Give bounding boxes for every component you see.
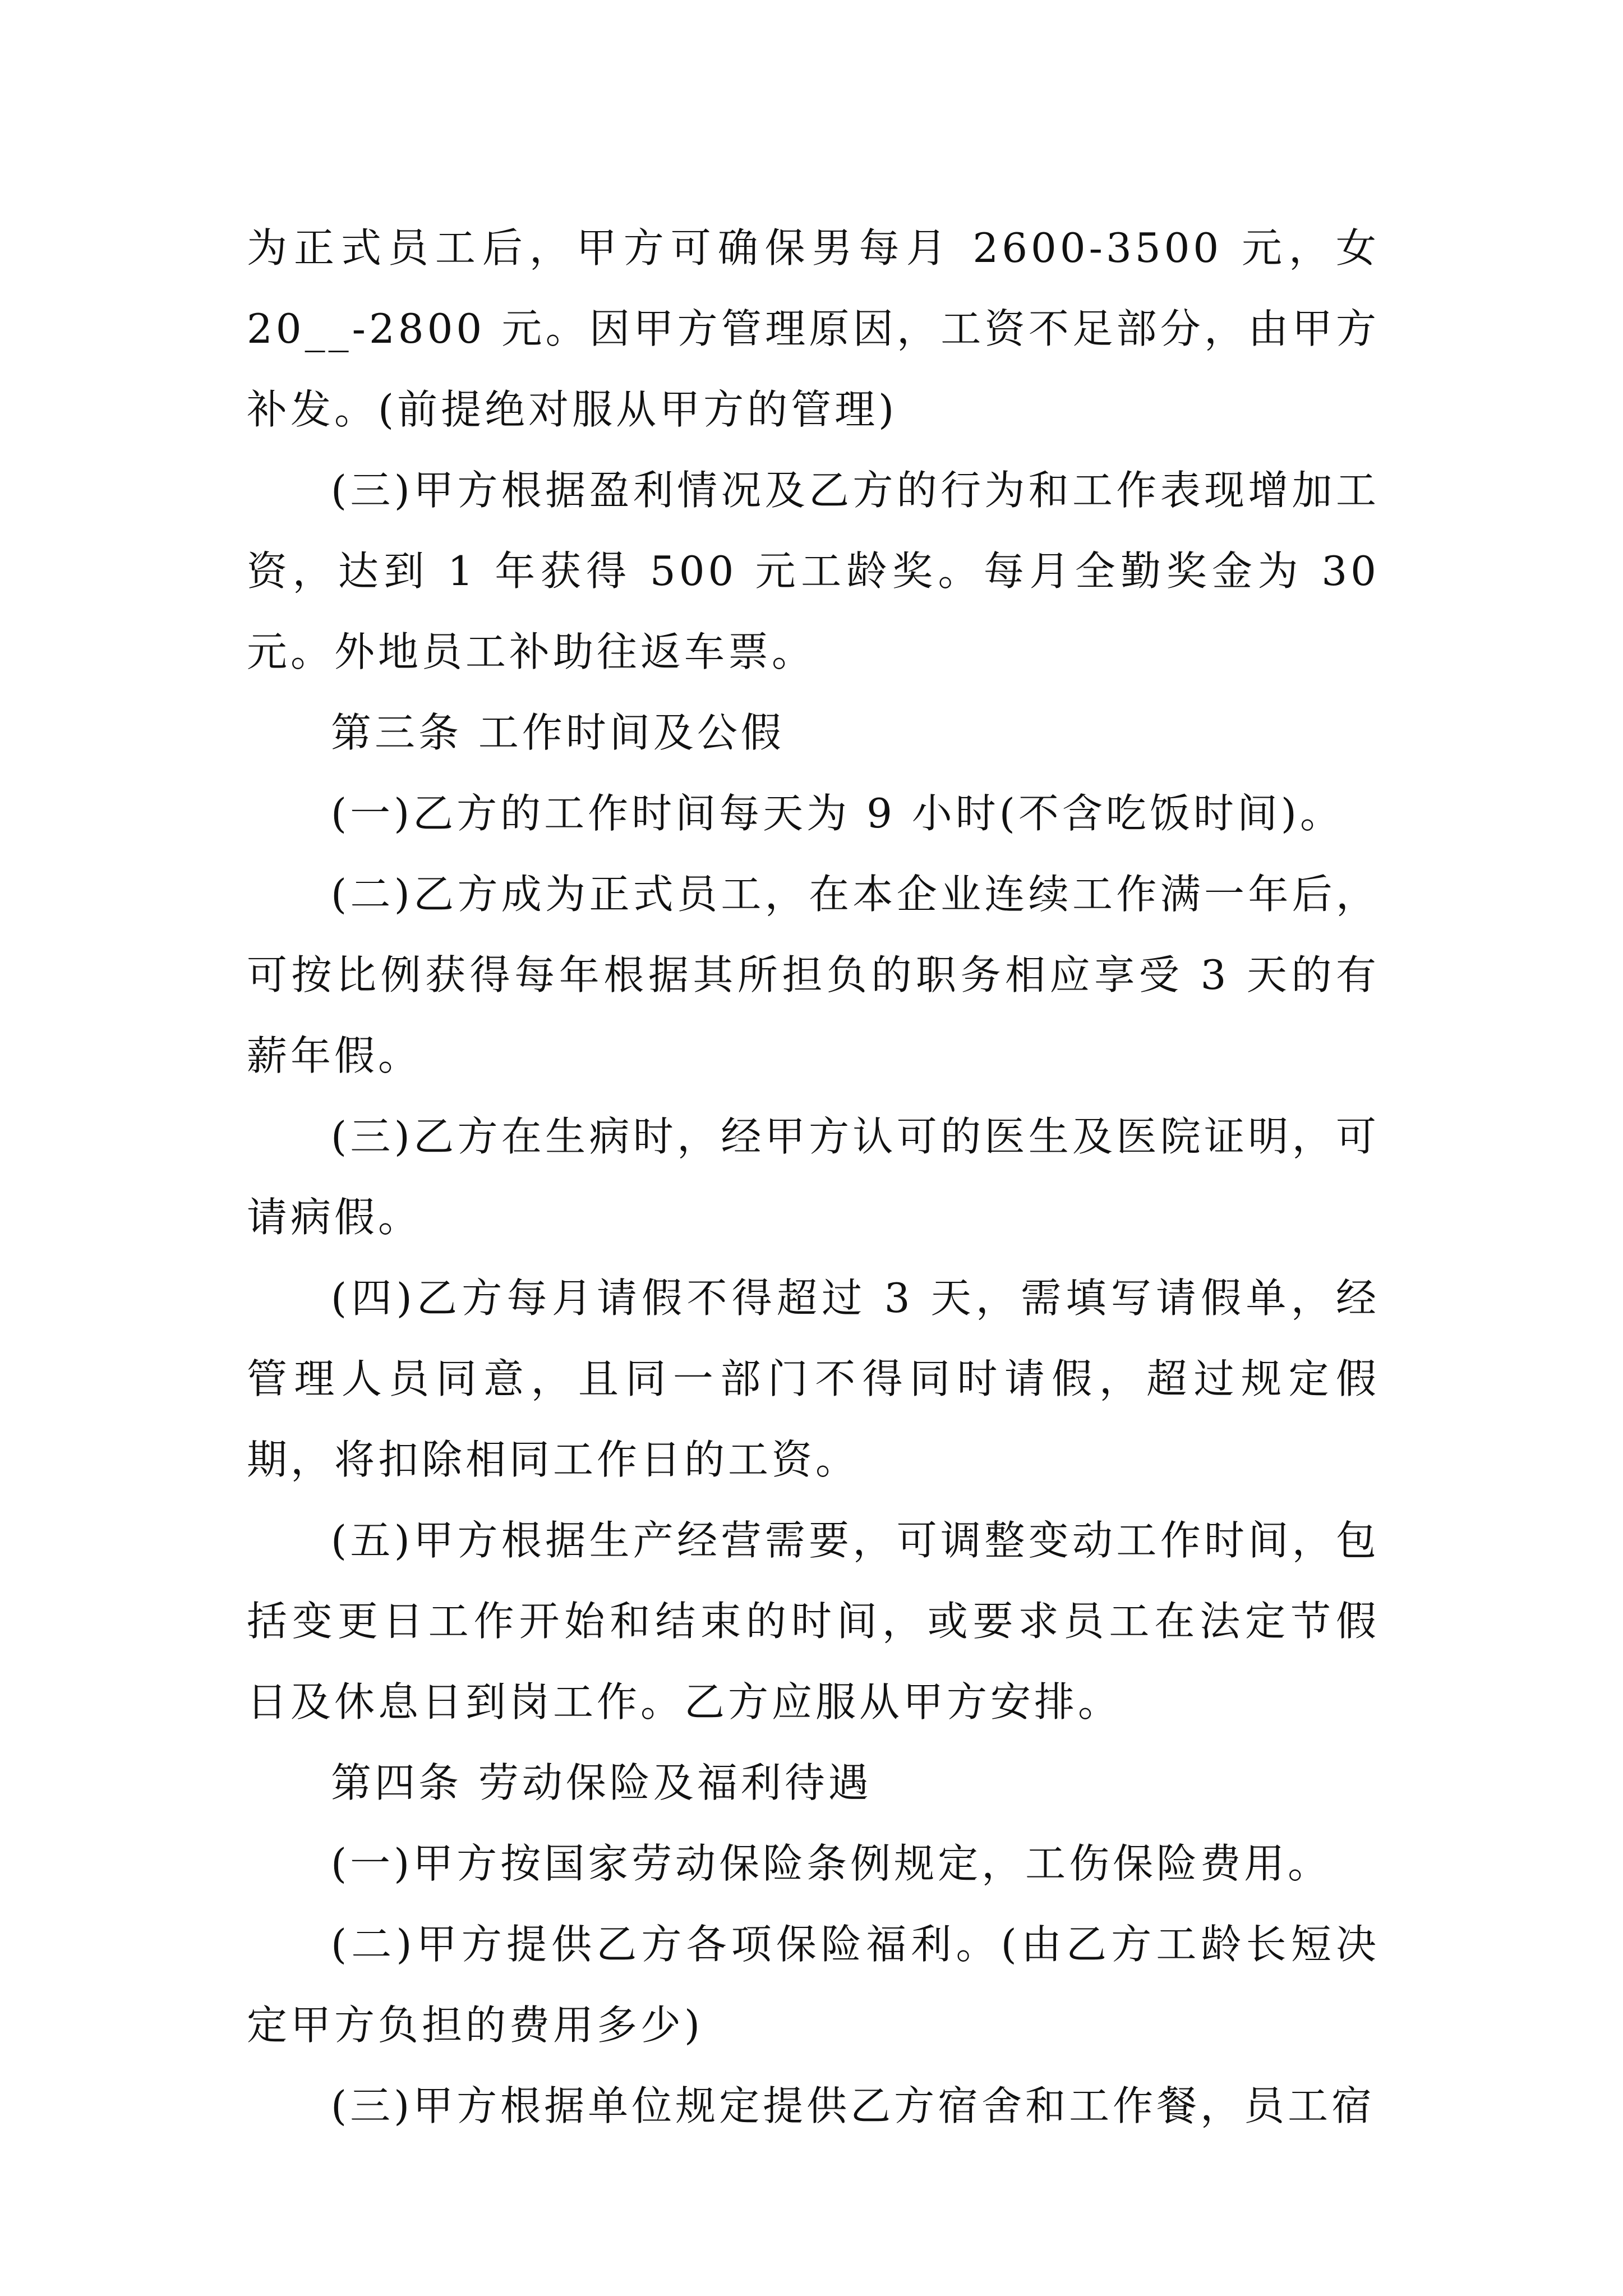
paragraph-item: (二)乙方成为正式员工，在本企业连续工作满一年后，可按比例获得每年根据其所担负的职务相应享受 3 天的有薪年假。 <box>247 871 1380 1079</box>
paragraph-continuation: 为正式员工后，甲方可确保男每月 2600-3500 元，女 20__-2800 元。因甲方管理原因，工资不足部分，由甲方补发。(前提绝对服从甲方的管理) <box>247 224 1380 433</box>
paragraph-item: (三)乙方在生病时，经甲方认可的医生及医院证明，可请病假。 <box>247 1113 1380 1241</box>
paragraph-item: (三)甲方根据盈利情况及乙方的行为和工作表现增加工资，达到 1 年获得 500 元工龄奖。每月全勤奖金为 30 元。外地员工补助往返车票。 <box>247 467 1380 675</box>
paragraph-item: (一)甲方按国家劳动保险条例规定，工伤保险费用。 <box>331 1840 1332 1887</box>
paragraph-item: (四)乙方每月请假不得超过 3 天，需填写请假单，经管理人员同意，且同一部门不得同时请假，超过规定假期，将扣除相同工作日的工资。 <box>247 1274 1380 1483</box>
paragraph-item: (二)甲方提供乙方各项保险福利。(由乙方工龄长短决定甲方负担的费用多少) <box>247 1921 1380 2049</box>
document-body <box>247 208 1380 2146</box>
section-heading: 第三条 工作时间及公假 <box>331 709 785 756</box>
paragraph-item: (三)甲方根据单位规定提供乙方宿舍和工作餐，员工宿 <box>331 2082 1376 2129</box>
paragraph-item: (五)甲方根据生产经营需要，可调整变动工作时间，包括变更日工作开始和结束的时间，或要求员工在法定节假日及休息日到岗工作。乙方应服从甲方安排。 <box>247 1517 1380 1726</box>
paragraph-item: (一)乙方的工作时间每天为 9 小时(不含吃饭时间)。 <box>331 790 1344 837</box>
section-heading: 第四条 劳动保险及福利待遇 <box>331 1759 872 1806</box>
